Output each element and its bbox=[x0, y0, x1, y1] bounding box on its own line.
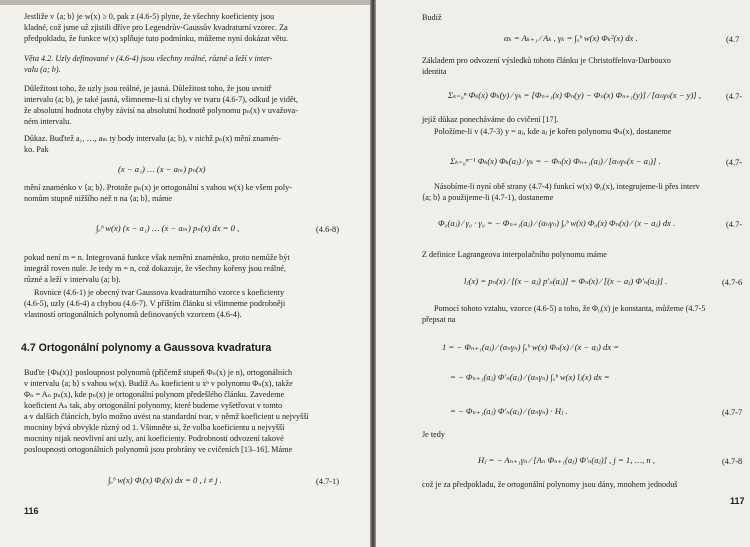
equation-orthogonality: ∫ₐᵇ w(x) Φᵢ(x) Φⱼ(x) dx = 0 , i ≠ j . bbox=[108, 475, 222, 485]
equation-number: (4.6-8) bbox=[316, 225, 340, 234]
text-line: jejíž důkaz ponecháváme do cvičení [17]. bbox=[422, 115, 559, 124]
text-line: vlastností ortogonálních polynomů definovaných vzorcem (4.6-4). bbox=[24, 310, 242, 319]
text-line: identita bbox=[422, 67, 447, 76]
right-page bbox=[376, 0, 750, 547]
equation-number: (4.7-1) bbox=[316, 477, 340, 486]
equation-definitions: αₖ = Aₖ₊₁ ⁄ Aₖ , γₖ = ∫ₐᵇ w(x) Φₖ²(x) dx . bbox=[504, 33, 638, 43]
text-line: Buďte {Φₖ(x)} posloupnost polynomů (přičemž stupeň Φₙ(x) je n), ortogonálních bbox=[24, 368, 293, 377]
text-line: přepsat na bbox=[422, 315, 456, 324]
text-line: koeficient Aₙ tak, aby ortogonální polynomy, které budeme vyšetřovat v tomto bbox=[24, 401, 283, 410]
equation-step-1: 1 = − Φₙ₊₁(aⱼ) ⁄ (αₙγₙ) ∫ₐᵇ w(x) Φₙ(x) ⁄ (x − aⱼ) dx = bbox=[442, 342, 620, 352]
page-number: 116 bbox=[24, 506, 39, 516]
text-line: ⟨a; b⟩ a použijeme-li (4.7-1), dostaneme bbox=[422, 193, 554, 202]
text-line: kladné, což jsme už zjistili dříve pro Legendrův-Gaussův kvadraturní vzorec. Za bbox=[24, 23, 288, 32]
text-line: Rovnice (4.6-1) je obecný tvar Gaussova kvadraturního vzorce s koeficienty bbox=[34, 288, 285, 297]
text-line: nomům stupně nižšího než n na ⟨a; b⟩, máme bbox=[24, 194, 173, 203]
text-line: že absolutní hodnota chyby závisí na absolutní hodnotě polynomu pₙ(x) v uvažova- bbox=[24, 106, 298, 115]
text-line: Z definice Lagrangeova interpolačního polynomu máme bbox=[422, 250, 607, 259]
text-line: předpokladu, že funkce w(x) splňuje tuto podmínku, můžeme nyní dokázat větu. bbox=[24, 34, 288, 43]
theorem-line: Věta 4.2. Uzly definované v (4.6-4) jsou všechny reálné, různé a leží v inter- bbox=[24, 54, 273, 63]
text-line: intervalu (a; b), je také jasná, všimneme-li si chyby ve tvaru (4.6-7), odkud je vidět, bbox=[24, 95, 298, 104]
equation-number: (4.7 bbox=[726, 35, 740, 44]
equation-christoffel-darboux: Σₖ₌₀ⁿ Φₖ(x) Φₖ(y) ⁄ γₖ = [Φₙ₊₁(x) Φₙ(y) − Φₙ(x) Φₙ₊₁(y)] ⁄ [αₙγₙ(x − y)] , bbox=[448, 90, 701, 100]
equation-number: (4.7-6 bbox=[722, 278, 743, 287]
equation-integral: ∫ₐᵇ w(x) (x − a₁) … (x − aₘ) pₙ(x) dx = 0 , bbox=[96, 223, 240, 233]
equation-number: (4.7-8 bbox=[722, 457, 743, 466]
text-line: (4.6-5), uzly (4.6-4) a chybou (4.6-7). V příštím článku si všimneme podrobněji bbox=[24, 299, 286, 308]
text-line: mění znaménko v ⟨a; b⟩. Protože pₙ(x) je ortogonální s vahou w(x) ke všem poly- bbox=[24, 183, 293, 192]
text-line: Základem pro odvození výsledků tohoto článku je Christoffelova-Darbouxo bbox=[422, 56, 671, 65]
equation-step-2: = − Φₙ₊₁(aⱼ) Φ′ₙ(aⱼ) ⁄ (αₙγₙ) ∫ₐᵇ w(x) lⱼ(x) dx = bbox=[450, 372, 610, 382]
equation-step-3: = − Φₙ₊₁(aⱼ) Φ′ₙ(aⱼ) ⁄ (αₙγₙ) · Hⱼ . bbox=[450, 406, 568, 416]
text-line: Budiž bbox=[422, 13, 442, 22]
text-line: mocniny bývá obvykle různý od 1. Všimněte si, že volba koeficientu u nejvyšší bbox=[24, 423, 285, 432]
section-heading: 4.7 Ortogonální polynomy a Gaussova kvadratura bbox=[21, 342, 272, 354]
text-line: ném intervalu. bbox=[24, 117, 72, 126]
text-line: Položíme-li v (4.7-3) y = aⱼ, kde aⱼ je kořen polynomu Φₙ(x), dostaneme bbox=[434, 127, 672, 136]
text-line: Důležitost toho, že uzly jsou reálné, je jasná. Důležitost toho, že jsou uvnitř bbox=[24, 84, 272, 93]
equation-number: (4.7-7 bbox=[722, 408, 743, 417]
page-number: 117 bbox=[730, 496, 745, 506]
equation-gamma: Φ₀(aⱼ) ⁄ γ₀ · γ₀ = − Φₙ₊₁(aⱼ) ⁄ (αₙγₙ) ∫ₐᵇ w(x) Φ₀(x) Φₙ(x) ⁄ (x − aⱼ) dx . bbox=[438, 218, 676, 228]
left-page bbox=[0, 0, 370, 547]
equation-number: (4.7- bbox=[726, 92, 743, 101]
text-line: Násobíme-li nyní obě strany (4.7-4) funkcí w(x) Φ₀(x), integrujeme-li přes interv bbox=[434, 182, 700, 191]
text-line: ko. Pak bbox=[24, 145, 49, 154]
equation-sum: Σₖ₌₀ⁿ⁻¹ Φₖ(x) Φₖ(aⱼ) ⁄ γₖ = − Φₙ(x) Φₙ₊₁(aⱼ) ⁄ [αₙγₙ(x − aⱼ)] . bbox=[450, 156, 661, 166]
equation-H: Hⱼ = − Aₙ₊₁γₙ ⁄ [Aₙ Φₙ₊₁(aⱼ) Φ′ₙ(aⱼ)] , j = 1, …, n , bbox=[478, 455, 656, 465]
text-line: Jestliže v ⟨a; b⟩ je w(x) ≥ 0, pak z (4.6-5) plyne, že všechny koeficienty jsou bbox=[24, 12, 275, 21]
text-line: pokud není m = n. Integrovaná funkce však nemění znaménko, proto nemůže být bbox=[24, 253, 290, 262]
text-line: posloupnosti ortogonálních polynomů jsou probrány ve cvičeních [13–16]. Máme bbox=[24, 445, 293, 454]
equation-lagrange: lⱼ(x) = pₙ(x) ⁄ [(x − aⱼ) p′ₙ(aⱼ)] = Φₙ(x) ⁄ [(x − aⱼ) Φ′ₙ(aⱼ)] . bbox=[464, 276, 668, 286]
proof-line: Důkaz. Buďtež a₁, …, aₘ ty body intervalu (a; b), v nichž pₙ(x) mění znamén- bbox=[24, 134, 281, 143]
text-line: a v dalších článcích, bylo možno uvést na standardní tvar, v němž koeficient u nejvyšší bbox=[24, 412, 309, 421]
page-top-shadow bbox=[0, 0, 370, 5]
text-line: integrál roven nule. Je tedy m = n, což dokazuje, že všechny kořeny jsou reálné, bbox=[24, 264, 286, 273]
text-line: Pomocí tohoto vztahu, vzorce (4.6-5) a toho, že Φ₀(x) je konstanta, můžeme (4.7-5 bbox=[434, 304, 706, 313]
text-line: různé a leží v intervalu (a; b). bbox=[24, 275, 121, 284]
text-line: Φₙ = Aₙ pₙ(x), kde pₙ(x) je ortogonální polynom předešlého článku. Zavedeme bbox=[24, 390, 285, 399]
equation-product: (x − a₁) … (x − aₘ) pₙ(x) bbox=[118, 164, 206, 174]
equation-number: (4.7- bbox=[726, 220, 743, 229]
text-line: mocniny nijak neovlivní ani uzly, ani koeficienty. Podrobnosti odvození takové bbox=[24, 434, 284, 443]
text-line: Je tedy bbox=[422, 430, 445, 439]
text-line: v intervalu ⟨a; b⟩ s vahou w(x). Budiž Aₙ koeficient u xⁿ v polynomu Φₙ(x), takže bbox=[24, 379, 293, 388]
equation-number: (4.7- bbox=[726, 158, 743, 167]
text-line: což je za předpokladu, že ortogonální polynomy jsou dány, mnohem jednoduš bbox=[422, 480, 678, 489]
theorem-line: valu (a; b). bbox=[24, 65, 61, 74]
